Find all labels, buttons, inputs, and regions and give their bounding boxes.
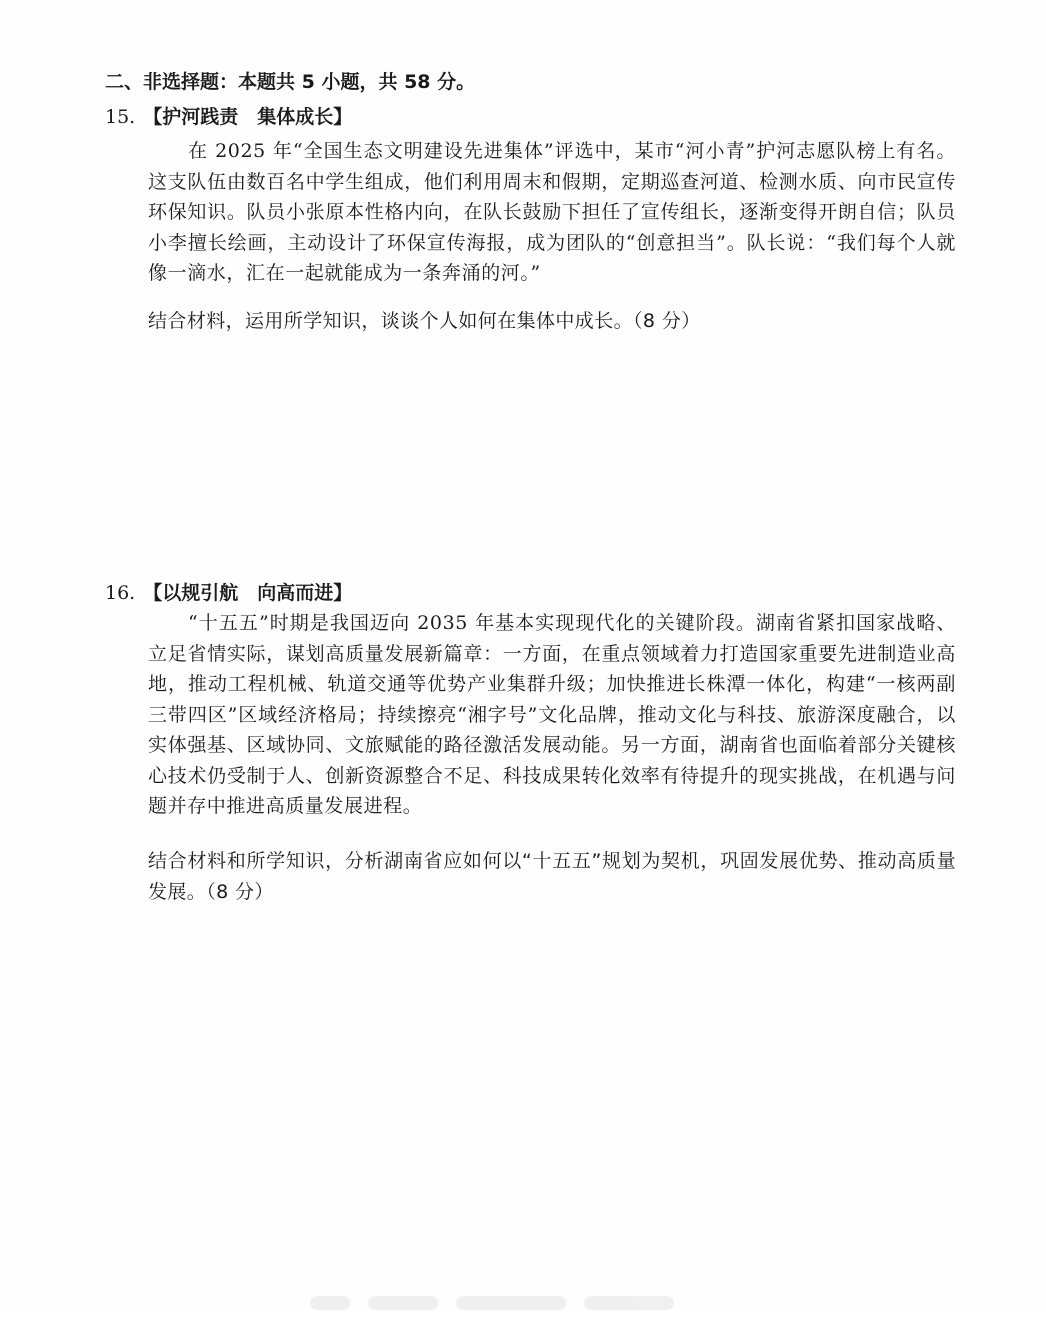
question-15-material: 在 2025 年“全国生态文明建设先进集体”评选中，某市“河小青”护河志愿队榜上有名。这支队伍由数百名中学生组成，他们利用周末和假期，定期巡查河道、检测水质、向市民宣传环保知识。队员小张原本性格内向，在队长鼓励下担任了宣传组长，逐渐变得开朗自信；队员小李擅长绘画，主动设计了环保宣传海报，成为团队的“创意担当”。队长说：“我们每个人就像一滴水，汇在一起就能成为一条奔涌的河。”: [148, 140, 956, 284]
question-16-topic: 【以规引航 向高而进】: [143, 582, 353, 604]
question-16-number: 16.: [105, 582, 136, 604]
question-15-title: [105, 101, 352, 133]
question-15-task: 结合材料，运用所学知识，谈谈个人如何在集体中成长。（8 分）: [148, 310, 701, 332]
question-16-material: “十五五”时期是我国迈向 2035 年基本实现现代化的关键阶段。湖南省紧扣国家战略、立足省情实际，谋划高质量发展新篇章：一方面，在重点领域着力打造国家重要先进制造业高地，推动工程机械、轨道交通等优势产业集群升级；加快推进长株潭一体化，构建“一核两副三带四区”区域经济格局；持续擦亮“湘字号”文化品牌，推动文化与科技、旅游深度融合，以实体强基、区域协同、文旅赋能的路径激活发展动能。另一方面，湖南省也面临着部分关键核心技术仍受制于人、创新资源整合不足、科技成果转化效率有待提升的现实挑战，在机遇与问题并存中推进高质量发展进程。: [148, 612, 956, 817]
question-16-title: [105, 577, 352, 609]
question-15-topic: 【护河践责 集体成长】: [143, 106, 353, 128]
question-15-number: 15.: [105, 106, 136, 128]
faint-watermark: [310, 1296, 730, 1318]
section-heading: 二、非选择题：本题共 5 小题，共 58 分。: [105, 71, 476, 93]
question-16-task: 结合材料和所学知识，分析湖南省应如何以“十五五”规划为契机，巩固发展优势、推动高质量发展。（8 分）: [148, 850, 956, 903]
